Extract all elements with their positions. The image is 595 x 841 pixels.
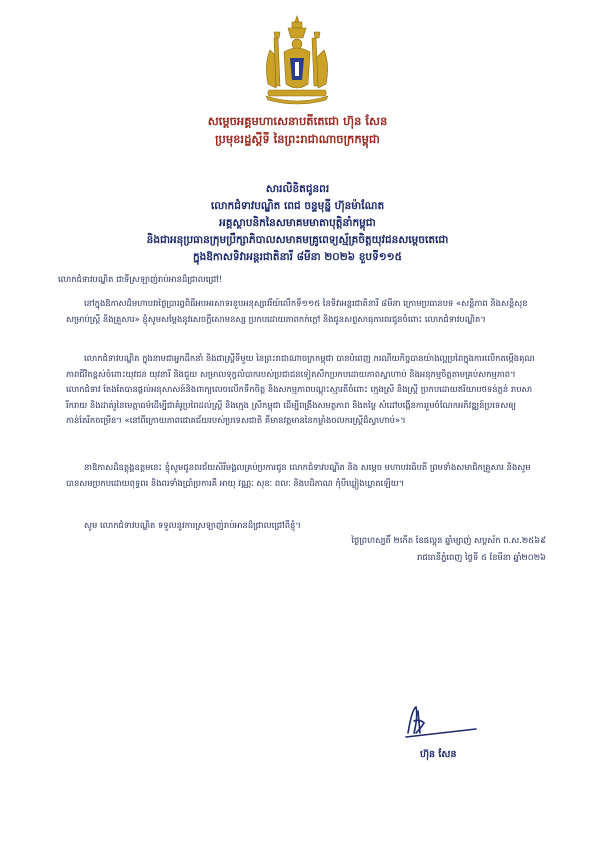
recipient-name: លោកជំទាវបណ្ឌិត ពេជ ចន្ទមុន្នី ហ៊ុនម៉ាណែត xyxy=(210,200,385,212)
occasion-line: ក្នុងឱកាសទិវាអន្តរជាតិនារី ៨មីនា ២០២៦ ខួបទី១១៥ xyxy=(192,251,403,263)
sender-name: សម្តេចអគ្គមហាសេនាបតីតេជោ ហ៊ុន សែន xyxy=(207,114,388,128)
royal-coat-of-arms-emblem xyxy=(256,14,338,106)
paragraph-4 xyxy=(66,518,536,534)
paragraph-2-text: លោកជំទាវបណ្ឌិត ក្នុងនាមជាអ្នកដឹកនាំ និងជាស្ត្រីទីមួយ នៃព្រះរាជាណាចក្រកម្ពុជា បានបំពេញ ករណីយកិច្ចបានយ៉ាងល្អប្រពៃក្នុងការលើកតម្កើងគុណភាពជីវិតខ្ពស់ចំពោះយុវជន យុវនារី និងជួយ សម្រាលទុក្ខលំបាករបស់ប្រជាជនទៀតសឹកប្រកបដោយភាពស្វាហាប់ និងអនុកម្មចិត្តតាមគ្រប់សកម្មភាព។ លោកជំទាវ តែងតែបានផ្តល់អនុសាសន៍និងពាក្យលេចលើកទឹកចិត្ត និងសកម្មភាពបណ្តុះស្មារតីចំពោះ ក្មេងស្រី និងស្ត្រី ប្រកបដោយឥរិយាបថទន់ភ្លន់ រាបសា រីករាយ និងដាត់រួនៃមេត្តាធម៌ដើម្បីជាគំរូប្រពៃដល់ស្ត្រី និងក្មេង ស្រីកម្ពុជា ដើម្បីពង្រឹងសមត្ថភាព និងតម្លៃ សំដៅបង្កើនការរួមចំណែកអភិវឌ្ឍន៍ប្រទេសឲ្យកាន់តែរីកចម្រើន។ «នៅពីក្រោយភាពជោគជ័យរបស់ប្រទេសជាតិ គឺមានវត្តមាននៃកម្លាំងចលករស្ត្រីដ៏ស្វាហាប់»។ xyxy=(66,353,535,425)
letter-title: សារលិខិតជូនពរ xyxy=(265,183,330,195)
signatory-name: ហ៊ុន សែន xyxy=(420,749,457,760)
solar-date: រាជធានីភ្នំពេញ ថ្ងៃទី ៥ ខែមីនា ឆ្នាំ២០២៦ xyxy=(417,552,546,562)
paragraph-2 xyxy=(66,351,536,429)
paragraph-3 xyxy=(66,460,536,491)
recipient-role-2: និងជាអនុប្រធានក្រុមប្រឹក្សាភិបាលសមាគមគ្រូពេទ្យស្ម័គ្រចិត្តយុវជនសម្តេចតេជោ xyxy=(146,234,449,246)
salutation: លោកជំទាវបណ្ឌិត ជាទីស្រឡាញ់រាប់អានដ៏ជ្រាលជ្រៅ! xyxy=(58,274,223,284)
paragraph-1 xyxy=(66,296,536,327)
paragraph-3-text: នាឱកាសដ៏ឧត្តុង្គឧត្តមនេះ ខ្ញុំសូមជូនពរជ័យសិរីមង្គលគ្រប់ប្រការជូន លោកជំទាវបណ្ឌិត និង សម្តេច មហាបវរធិបតី ព្រមទាំងសមាជិកគ្រួសារ និងសូមបានសមប្រកបដោយពុទ្ធពរ និងពរទាំងប្រាំប្រការគឺ អាយុ វណ្ណៈ សុខៈ ពលៈ និងបដិភាណ កុំបីឃ្លៀងឃ្លាតឡើយ។ xyxy=(66,462,531,488)
paragraph-4-text: សូម លោកជំទាវបណ្ឌិត ទទួលនូវការស្រឡាញ់រាប់អានដ៏ជ្រាលជ្រៅពីខ្ញុំ។ xyxy=(84,520,301,530)
recipient-role-1: អគ្គស្ថាបនិកនៃសមាគមមាតាបុត្តិនាំកម្ពុជា xyxy=(219,217,376,229)
paragraph-1-text: នៅក្នុងឱកាសដ៏មហាបវរថ្ងៃប្រារព្ធពិធីអបអរសាទរខួបអនុស្សាវរីយ៍លើកទី១១៥ នៃទិវាអន្តរជាតិនារី ៨មីនា ក្រោមប្រធានបទ «សន្តិភាព និងសន្តិសុខសម្រាប់ស្ត្រី និងគ្រួសារ» ខ្ញុំសូមសម្តែងនូវសេចក្តីសោមនស្ស ប្រកបដោយភាពកក់ក្តៅ និងជូនសព្ទសាធុការពរជូនចំពោះ លោកជំទាវបណ្ឌិត។ xyxy=(66,298,528,324)
lunar-date: ថ្ងៃព្រហស្បតិ៍ ២កើត ខែផល្គុន ឆ្នាំម្សាញ់ សប្តស័ក ព.ស.២៥៦៩ xyxy=(351,535,546,545)
handwritten-signature xyxy=(400,703,480,743)
sender-title: ប្រមុខរដ្ឋស្តីទី នៃព្រះរាជាណាចក្រកម្ពុជា xyxy=(215,132,380,146)
